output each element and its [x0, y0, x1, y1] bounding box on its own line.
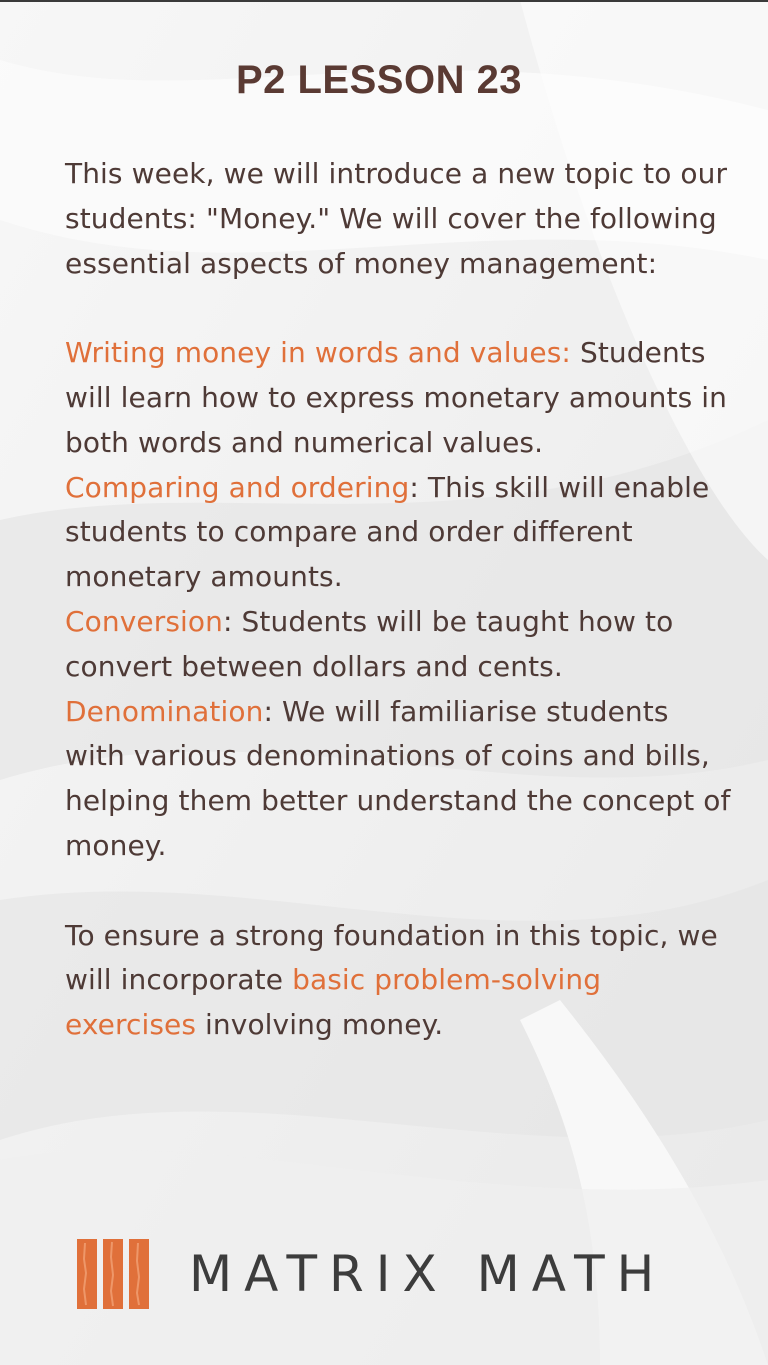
brand-footer: [77, 1238, 737, 1310]
closing-text: involving money.: [196, 1008, 444, 1042]
intro-paragraph: This week, we will introduce a new topic to our students: "Money." We will cover the following essential aspects of money management:: [65, 157, 728, 280]
aspect-description: : We will familiarise students with various denominations of coins and bills, helping them better understand the concept of money.: [65, 694, 731, 862]
closing-paragraph: [65, 914, 735, 1048]
paragraph-spacer: [65, 286, 735, 331]
aspect-description: : This skill will enable students to compare and order different monetary amounts.: [65, 470, 710, 594]
aspect-term: Writing money in words and values:: [65, 336, 571, 370]
page-title: P2 LESSON 23: [235, 58, 523, 102]
aspect-denomination: [65, 690, 735, 869]
lesson-body: [65, 152, 735, 1048]
closing-highlight: basic problem-solving exercises: [65, 963, 602, 1042]
paragraph-spacer: [65, 869, 735, 914]
aspect-term: Conversion: [65, 604, 223, 638]
brand-name: MATRIX MATH: [189, 1245, 667, 1303]
aspect-conversion: [65, 600, 735, 690]
aspect-description: Students will learn how to express monetary amounts in both words and numerical values.: [65, 336, 727, 459]
aspect-term: Comparing and ordering: [65, 470, 410, 504]
closing-text: To ensure a strong foundation in this topic, we will incorporate: [65, 918, 718, 997]
aspect-description: : Students will be taught how to convert between dollars and cents.: [65, 604, 674, 683]
aspect-term: Denomination: [65, 694, 264, 728]
aspect-comparing-ordering: [65, 466, 735, 600]
matrix-math-bars-icon: [77, 1239, 149, 1309]
top-border-line: [0, 0, 768, 2]
aspect-writing-money: [65, 331, 735, 465]
